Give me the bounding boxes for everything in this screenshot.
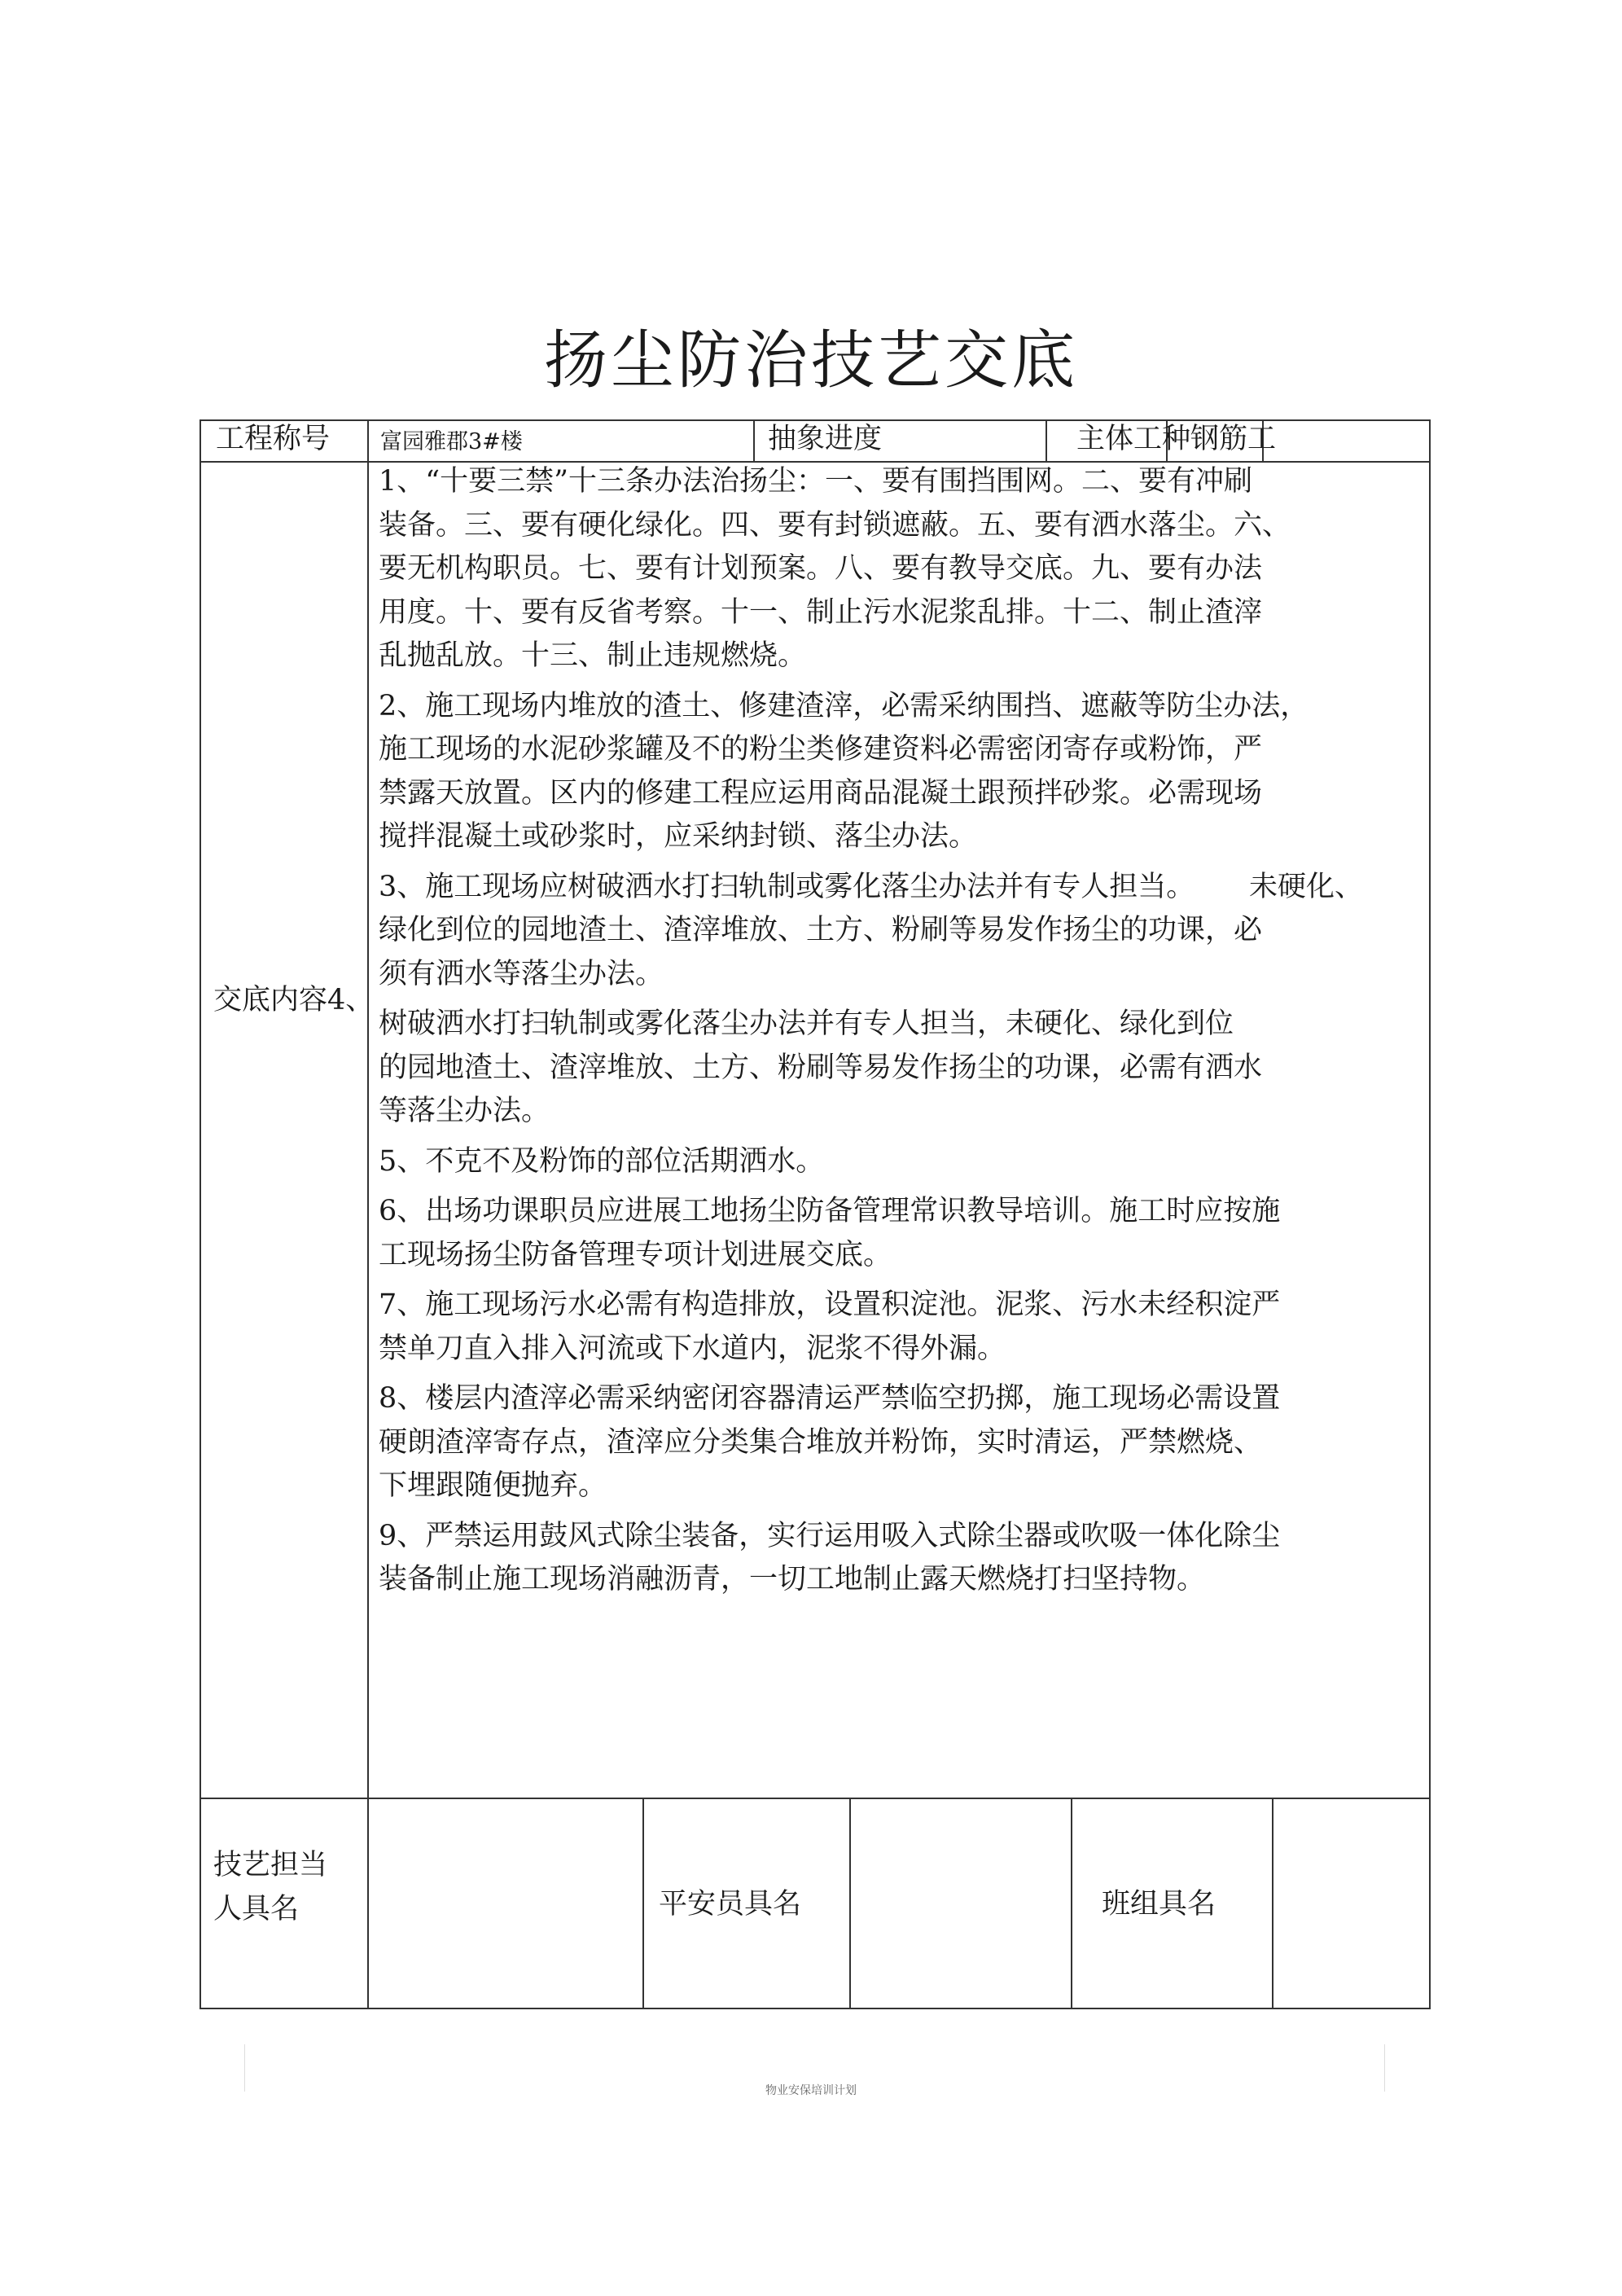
text-line: 禁单刀直入排入河流或下水道内，泥浆不得外漏。 (379, 1332, 1006, 1365)
text-line: 6、出场功课职员应进展工地扬尘防备管理常识教导培训。施工时应按施 (379, 1195, 1281, 1227)
clause-8 (379, 1377, 1421, 1508)
text-line: 须有洒水等落尘办法。 (379, 957, 664, 990)
col-divider (1071, 1798, 1072, 2009)
label-line: 人具名 (213, 1893, 300, 1925)
project-name-label: 工程称号 (216, 423, 331, 455)
text-line: 用度。十、要有反省考察。十一、制止污水泥浆乱排。十二、制止渣滓 (379, 595, 1263, 629)
text-line: 绿化到位的园地渣土、渣滓堆放、土方、粉刷等易发作扬尘的功课，必 (379, 914, 1263, 946)
clause-2 (379, 685, 1421, 859)
text-line: 装备。三、要有硬化绿化。四、要有封锁遮蔽。五、要有洒水落尘。六、 (379, 508, 1291, 542)
trade-value: 主体工种钢筋工 (1076, 423, 1277, 455)
page-footer: 物业安保培训计划 (765, 2084, 857, 2097)
clause-1 (379, 460, 1421, 678)
clause-3 (379, 866, 1421, 997)
text-line: 要无机构职员。七、要有计划预案。八、要有教导交底。九、要有办法 (379, 552, 1263, 585)
text-line: 下埋跟随便抛弃。 (379, 1469, 607, 1502)
text-line: 5、不克不及粉饰的部位活期洒水。 (379, 1144, 825, 1178)
clause-4 (379, 1003, 1421, 1134)
tech-lead-signature-label (213, 1843, 327, 1931)
clause-7 (379, 1284, 1421, 1371)
team-signature-label: 班组具名 (1102, 1888, 1216, 1921)
document-title: 扬尘防治技艺交底 (543, 324, 1078, 397)
text-line: 1、“十要三禁”十三条办法治扬尘：一、要有围挡围网。二、要有冲刷 (379, 465, 1253, 498)
text-line: 等落尘办法。 (379, 1095, 550, 1127)
text-line: 搅拌混凝土或砂浆时，应采纳封锁、落尘办法。 (379, 820, 978, 853)
col-divider (367, 1798, 369, 2009)
project-name-value: 富园雅郡3#楼 (380, 429, 523, 454)
text-line: 3、施工现场应树破洒水打扫轨制或雾化落尘办法并有专人担当。 未硬化、 (379, 870, 1364, 903)
text-line: 的园地渣土、渣滓堆放、土方、粉刷等易发作扬尘的功课，必需有洒水 (379, 1051, 1263, 1084)
label-line: 技艺担当 (213, 1849, 328, 1881)
text-line: 8、楼层内渣滓必需采纳密闭容器清运严禁临空扔掷，施工现场必需设置 (379, 1382, 1281, 1415)
text-line: 9、严禁运用鼓风式除尘装备，实行运用吸入式除尘器或吹吸一体化除尘 (379, 1519, 1281, 1552)
row-divider-content (199, 1798, 1431, 1799)
progress-label: 抽象进度 (768, 423, 883, 455)
col-divider (367, 419, 369, 1798)
col-divider (1046, 419, 1047, 462)
content-label: 交底内容4、 (213, 984, 375, 1016)
text-line: 2、施工现场内堆放的渣土、修建渣滓，必需采纳围挡、遮蔽等防尘办法， (379, 689, 1309, 722)
text-line: 7、施工现场污水必需有构造排放，设置积淀池。泥浆、污水未经积淀严 (379, 1288, 1281, 1321)
col-divider (849, 1798, 851, 2009)
text-line: 树破洒水打扫轨制或雾化落尘办法并有专人担当，未硬化、绿化到位 (379, 1008, 1234, 1040)
text-line: 乱抛乱放。十三、制止违规燃烧。 (379, 639, 807, 672)
text-line: 硬朗渣滓寄存点，渣滓应分类集合堆放并粉饰，实时清运，严禁燃烧、 (379, 1425, 1263, 1459)
text-line: 禁露天放置。区内的修建工程应运用商品混凝土跟预拌砂浆。必需现场 (379, 776, 1263, 810)
col-divider (753, 419, 755, 462)
safety-officer-signature-label: 平安员具名 (659, 1888, 802, 1921)
col-divider (642, 1798, 644, 2009)
text-line: 施工现场的水泥砂浆罐及不的粉尘类修建资料必需密闭寄存或粉饰，严 (379, 733, 1263, 766)
briefing-content (379, 460, 1421, 1609)
clause-5 (379, 1140, 1421, 1184)
clause-9 (379, 1515, 1421, 1602)
col-divider (1272, 1798, 1273, 2009)
clause-6 (379, 1190, 1421, 1277)
text-line: 工现场扬尘防备管理专项计划进展交底。 (379, 1238, 892, 1271)
text-line: 装备制止施工现场消融沥青，一切工地制止露天燃烧打扫坚持物。 (379, 1563, 1206, 1596)
